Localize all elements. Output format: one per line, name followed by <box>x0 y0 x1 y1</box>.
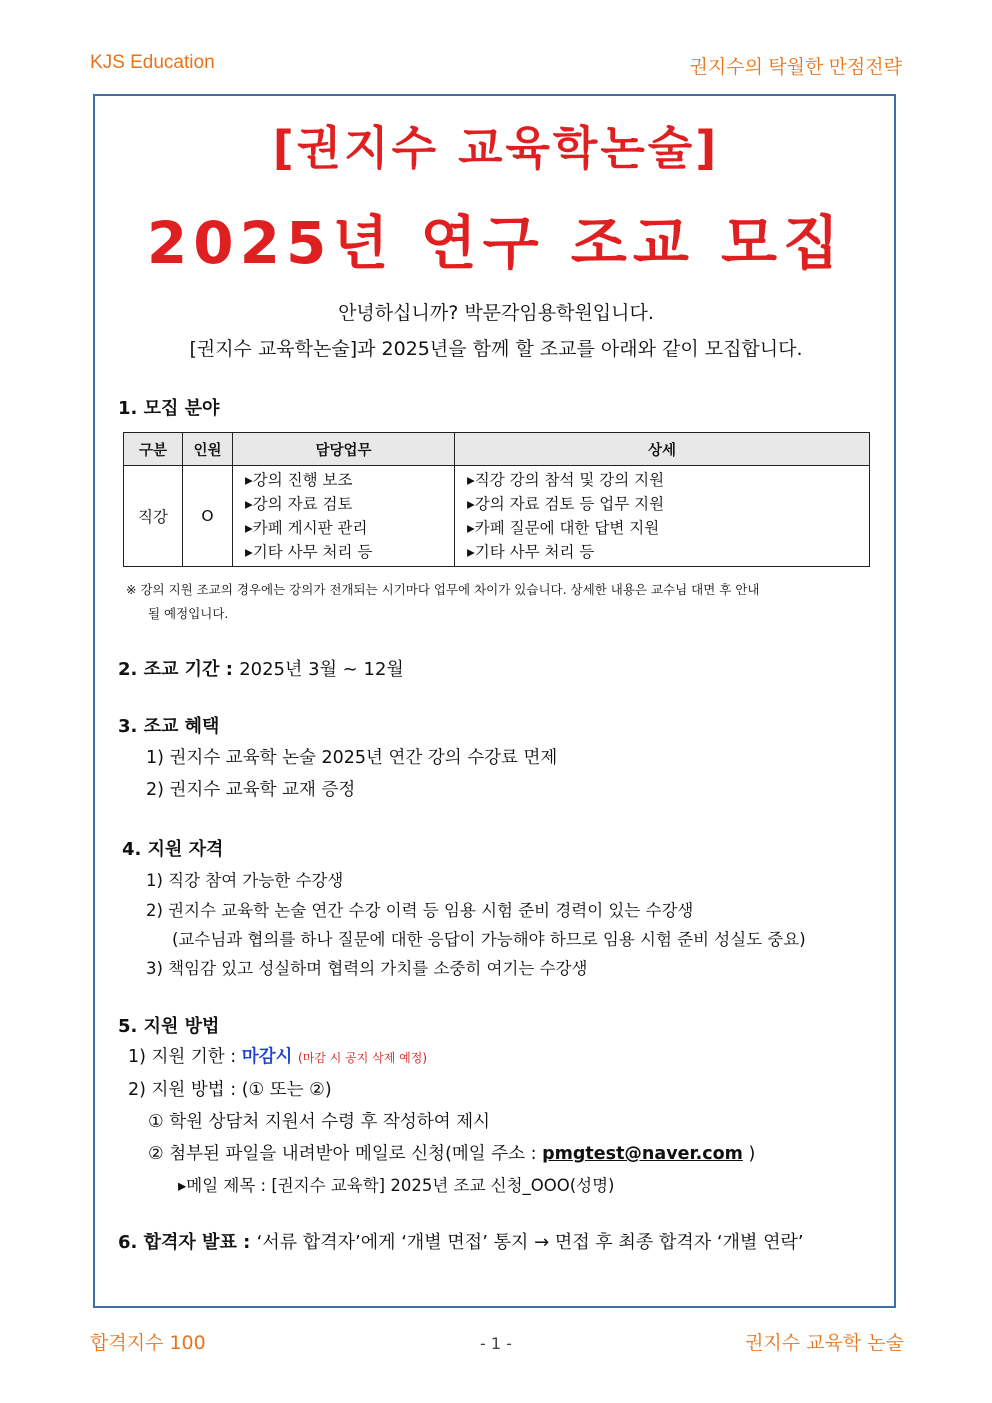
intro-line1: 안녕하십니까? 박문각임용학원입니다. <box>338 302 654 324</box>
benefit-item: 1) 권지수 교육학 논술 2025년 연간 강의 수강료 면제 <box>146 748 558 768</box>
qualification-subnote: (교수님과 협의를 하나 질문에 대한 응답이 가능해야 하므로 임용 시험 준비 성실도 중요) <box>172 930 806 949</box>
table-header-cell: 상세 <box>455 433 870 466</box>
section6-value: ‘서류 합격자’에게 ‘개별 면접’ 통지 → 면접 후 최종 합격자 ‘개별 연락’ <box>256 1232 804 1253</box>
recruit-table <box>123 432 870 567</box>
section2-value: 2025년 3월 ~ 12월 <box>239 659 404 680</box>
count-cell: O <box>183 466 233 567</box>
table-row <box>124 466 870 567</box>
deadline-value: 마감시 <box>241 1047 293 1067</box>
section5-heading: 5. 지원 방법 <box>118 1016 220 1037</box>
deadline-note: (마감 시 공지 삭제 예정) <box>298 1051 427 1065</box>
list-item: ▸강의 진행 보조 <box>245 471 353 489</box>
method2-text: ② 첨부된 파일을 내려받아 메일로 신청(메일 주소 : <box>148 1144 537 1164</box>
list-item: ▸직강 강의 참석 및 강의 지원 <box>467 471 665 489</box>
title-line2: 2025년 연구 조교 모집 <box>146 209 846 277</box>
deadline-line <box>128 1043 427 1068</box>
benefit-item: 2) 권지수 교육학 교재 증정 <box>146 780 356 800</box>
method-item <box>148 1140 755 1165</box>
page-number: - 1 - <box>480 1334 512 1353</box>
footer-left: 합격지수 100 <box>90 1332 206 1354</box>
method2-close: ) <box>748 1144 756 1164</box>
section1-heading: 1. 모집 분야 <box>118 398 220 419</box>
note-line: 될 예정입니다. <box>148 606 229 621</box>
method-label: 2) 지원 방법 : (① 또는 ②) <box>128 1080 332 1100</box>
footer-right: 권지수 교육학 논술 <box>745 1332 904 1354</box>
section2-heading: 2. 조교 기간 : <box>118 659 233 680</box>
mail-subject: ▸메일 제목 : [권지수 교육학] 2025년 조교 신청_OOO(성명) <box>178 1176 615 1195</box>
table-header-cell: 인원 <box>183 433 233 466</box>
qualification-item: 3) 책임감 있고 성실하며 협력의 가치를 소중히 여기는 수강생 <box>146 959 588 978</box>
section6 <box>118 1228 804 1254</box>
section4-heading: 4. 지원 자격 <box>122 839 224 860</box>
table-header-cell: 구분 <box>124 433 183 466</box>
table-header-cell: 담당업무 <box>233 433 455 466</box>
note-line: ※ 강의 지원 조교의 경우에는 강의가 전개되는 시기마다 업무에 차이가 있습니다. 상세한 내용은 교수님 대면 후 안내 <box>126 582 760 597</box>
header-left: KJS Education <box>90 52 215 73</box>
deadline-label: 1) 지원 기한 : <box>128 1047 237 1067</box>
duties-cell <box>233 466 455 567</box>
title-line1: [권지수 교육학논술] <box>272 121 720 175</box>
header-right: 권지수의 탁월한 만점전략 <box>689 57 902 78</box>
details-cell <box>455 466 870 567</box>
section2 <box>118 655 404 681</box>
list-item: ▸기타 사무 처리 등 <box>467 543 595 561</box>
section6-heading: 6. 합격자 발표 : <box>118 1232 251 1253</box>
intro-line2: [권지수 교육학논술]과 2025년을 함께 할 조교를 아래와 같이 모집합니다. <box>189 338 803 360</box>
list-item: ▸기타 사무 처리 등 <box>245 543 373 561</box>
method-item: ① 학원 상담처 지원서 수령 후 작성하여 제시 <box>148 1112 491 1132</box>
category-cell: 직강 <box>124 466 183 567</box>
list-item: ▸강의 자료 검토 <box>245 495 353 513</box>
qualification-item: 2) 권지수 교육학 논술 연간 수강 이력 등 임용 시험 준비 경력이 있는 수강생 <box>146 901 694 920</box>
table-note <box>126 578 878 626</box>
section3-heading: 3. 조교 혜택 <box>118 716 220 737</box>
email-link[interactable]: pmgtest@naver.com <box>542 1144 743 1164</box>
list-item: ▸카페 질문에 대한 답변 지원 <box>467 519 660 537</box>
list-item: ▸카페 게시판 관리 <box>245 519 368 537</box>
list-item: ▸강의 자료 검토 등 업무 지원 <box>467 495 665 513</box>
qualification-item: 1) 직강 참여 가능한 수강생 <box>146 871 344 890</box>
table-header-row <box>124 433 870 466</box>
